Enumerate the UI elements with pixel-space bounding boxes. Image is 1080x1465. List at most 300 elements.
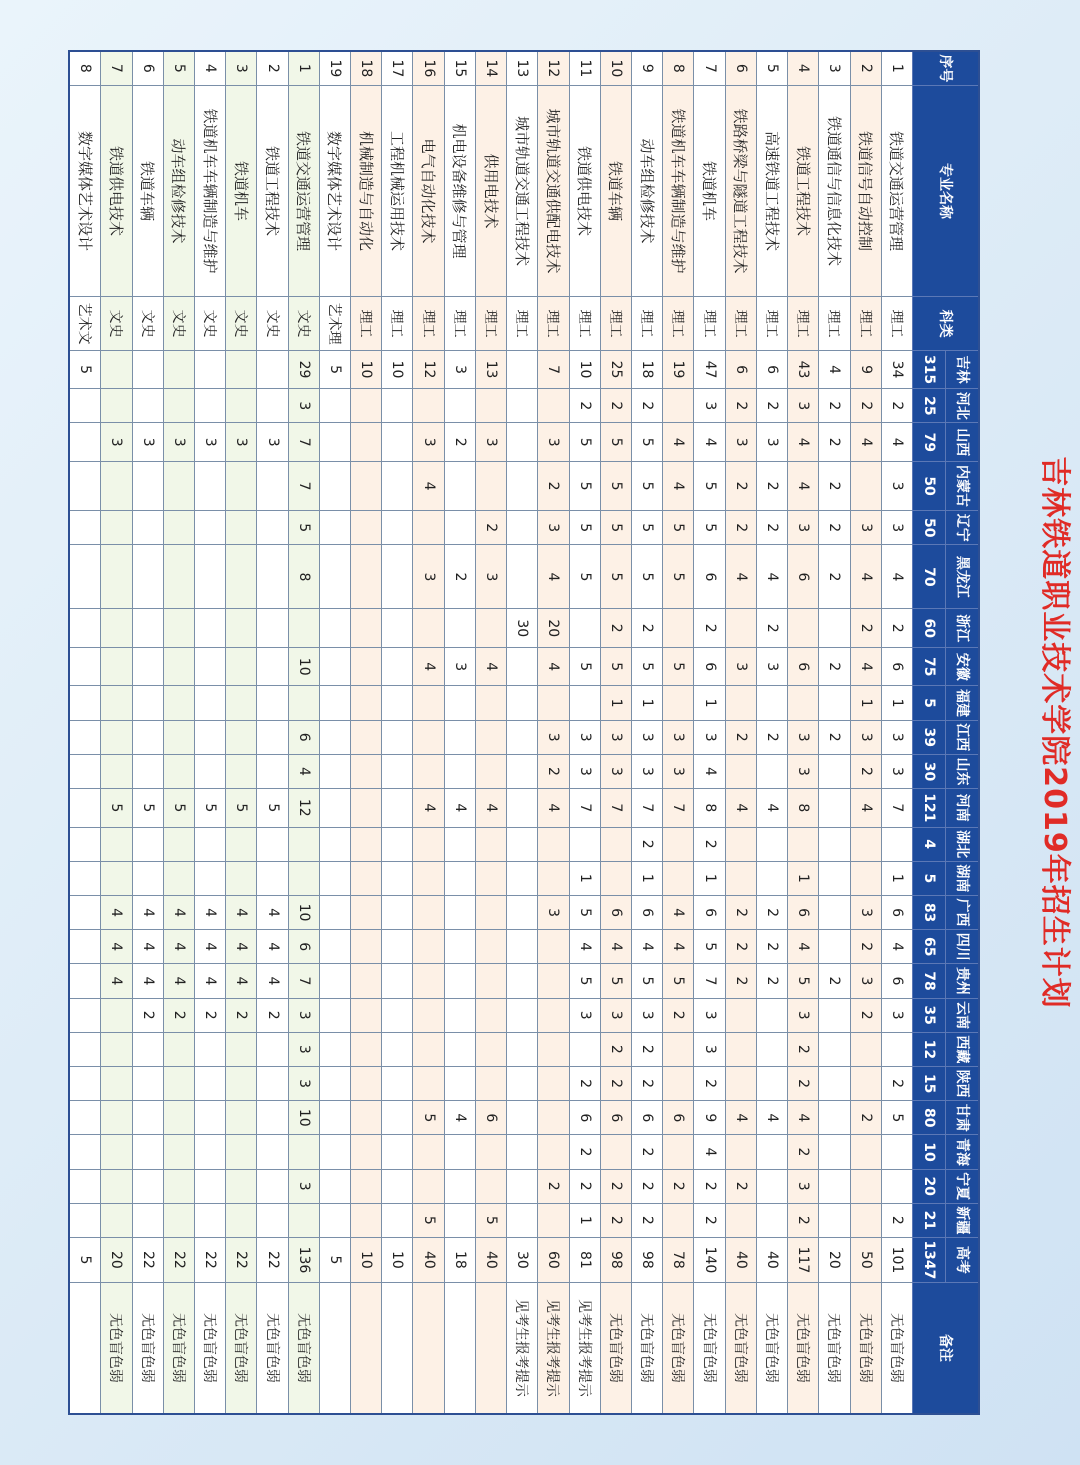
table-cell: 4 (663, 461, 694, 510)
table-cell: 4 (725, 1101, 756, 1135)
table-cell (819, 827, 850, 861)
table-cell (413, 1169, 444, 1203)
table-cell (351, 861, 382, 895)
table-cell (319, 389, 350, 423)
column-header: 专业名称 (913, 85, 980, 297)
table-cell: 5 (226, 789, 257, 827)
table-cell: 6 (756, 350, 787, 388)
table-cell (444, 827, 475, 861)
major-name-cell: 动车组检修技术 (632, 85, 663, 297)
table-cell (850, 1169, 881, 1203)
table-cell: 2 (663, 1169, 694, 1203)
table-cell: 6 (632, 895, 663, 929)
table-cell: 3 (788, 511, 819, 545)
table-cell (257, 1203, 288, 1237)
table-cell: 7 (101, 51, 132, 85)
table-cell: 3 (288, 1066, 319, 1100)
table-cell: 2 (632, 1066, 663, 1100)
table-cell (413, 389, 444, 423)
table-cell: 5 (101, 789, 132, 827)
table-cell (101, 1032, 132, 1066)
table-cell: 2 (881, 609, 912, 647)
table-cell: 4 (756, 789, 787, 827)
table-cell (663, 609, 694, 647)
table-cell (444, 720, 475, 754)
table-cell (507, 423, 538, 461)
table-cell: 文史 (288, 297, 319, 350)
table-row (756, 51, 787, 1414)
table-cell (538, 1135, 569, 1169)
table-cell (163, 827, 194, 861)
table-cell (444, 609, 475, 647)
table-cell: 理工 (475, 297, 506, 350)
table-cell (194, 545, 225, 609)
table-cell: 3 (413, 545, 444, 609)
table-cell (413, 1032, 444, 1066)
remark-cell: 无色盲色弱 (725, 1282, 756, 1414)
table-cell (351, 389, 382, 423)
table-cell (69, 1169, 101, 1203)
table-cell (756, 1032, 787, 1066)
table-cell: 9 (694, 1101, 725, 1135)
table-cell: 2 (600, 389, 631, 423)
table-cell (538, 827, 569, 861)
table-cell (69, 389, 101, 423)
table-cell: 3 (569, 998, 600, 1032)
table-cell: 3 (226, 423, 257, 461)
table-cell (226, 1203, 257, 1237)
table-cell (444, 461, 475, 510)
table-cell (351, 1135, 382, 1169)
remark-cell: 无色盲色弱 (663, 1282, 694, 1414)
table-cell (413, 827, 444, 861)
table-cell: 1 (881, 686, 912, 720)
table-cell: 2 (632, 827, 663, 861)
table-cell (382, 789, 413, 827)
table-cell: 81 (569, 1237, 600, 1282)
table-cell (475, 964, 506, 998)
table-cell (194, 1135, 225, 1169)
column-total: 12 (913, 1032, 946, 1066)
table-cell (507, 461, 538, 510)
table-cell (663, 827, 694, 861)
table-cell: 4 (163, 964, 194, 998)
table-cell: 理工 (756, 297, 787, 350)
table-cell (475, 720, 506, 754)
table-cell (444, 998, 475, 1032)
table-row (663, 51, 694, 1414)
table-cell: 4 (194, 895, 225, 929)
table-cell: 6 (132, 51, 163, 85)
table-cell (413, 754, 444, 788)
table-cell (382, 609, 413, 647)
column-total: 39 (913, 720, 946, 754)
column-total: 75 (913, 647, 946, 685)
table-cell: 2 (819, 423, 850, 461)
table-cell (507, 389, 538, 423)
table-cell: 4 (756, 545, 787, 609)
table-cell: 3 (288, 389, 319, 423)
table-cell: 16 (413, 51, 444, 85)
table-cell: 2 (600, 1032, 631, 1066)
table-cell (226, 350, 257, 388)
column-total: 5 (913, 861, 946, 895)
table-cell (257, 1066, 288, 1100)
table-cell (413, 720, 444, 754)
table-cell: 2 (538, 461, 569, 510)
table-cell: 2 (226, 998, 257, 1032)
column-header: 山西 (946, 423, 980, 461)
table-cell: 3 (663, 754, 694, 788)
table-cell (288, 1203, 319, 1237)
table-cell: 15 (444, 51, 475, 85)
table-cell (382, 754, 413, 788)
table-cell: 2 (756, 895, 787, 929)
table-cell (69, 1101, 101, 1135)
table-cell: 理工 (694, 297, 725, 350)
table-cell: 43 (788, 350, 819, 388)
table-cell (163, 754, 194, 788)
column-total: 78 (913, 964, 946, 998)
table-cell (69, 609, 101, 647)
major-name-cell: 供用电技术 (475, 85, 506, 297)
table-cell: 2 (756, 609, 787, 647)
table-cell (600, 827, 631, 861)
table-cell (475, 861, 506, 895)
table-cell (475, 686, 506, 720)
table-cell (163, 1066, 194, 1100)
table-cell: 3 (756, 647, 787, 685)
table-cell (507, 789, 538, 827)
table-cell: 5 (569, 895, 600, 929)
table-cell: 4 (475, 789, 506, 827)
table-cell (257, 1169, 288, 1203)
table-cell: 7 (694, 51, 725, 85)
table-cell (788, 686, 819, 720)
table-cell: 2 (819, 545, 850, 609)
table-row (382, 51, 413, 1414)
column-total: 83 (913, 895, 946, 929)
table-cell: 18 (632, 350, 663, 388)
table-cell (226, 647, 257, 685)
table-cell: 2 (725, 720, 756, 754)
table-cell: 2 (881, 1203, 912, 1237)
major-name-cell: 城市轨道交通供配电技术 (538, 85, 569, 297)
table-cell: 117 (788, 1237, 819, 1282)
table-cell: 4 (694, 754, 725, 788)
table-cell (319, 895, 350, 929)
table-cell: 4 (569, 930, 600, 964)
table-cell (756, 1066, 787, 1100)
table-row (725, 51, 756, 1414)
table-cell: 2 (725, 511, 756, 545)
table-cell (226, 1169, 257, 1203)
table-cell: 2 (725, 930, 756, 964)
table-cell: 2 (788, 1032, 819, 1066)
major-name-cell: 铁道车辆 (600, 85, 631, 297)
table-cell: 3 (632, 720, 663, 754)
table-header (913, 51, 980, 1414)
major-name-cell: 动车组检修技术 (163, 85, 194, 297)
table-row (475, 51, 506, 1414)
table-cell (257, 1101, 288, 1135)
table-cell: 4 (881, 545, 912, 609)
major-name-cell: 铁道机车车辆制造与维护 (194, 85, 225, 297)
table-cell (507, 511, 538, 545)
table-cell: 6 (694, 545, 725, 609)
table-cell (319, 609, 350, 647)
table-cell (819, 998, 850, 1032)
remark-cell (69, 1282, 101, 1414)
table-cell: 2 (632, 389, 663, 423)
remark-cell: 无色盲色弱 (694, 1282, 725, 1414)
column-total: 35 (913, 998, 946, 1032)
table-cell: 5 (694, 461, 725, 510)
table-cell: 艺术理 (319, 297, 350, 350)
table-row (538, 51, 569, 1414)
table-row (850, 51, 881, 1414)
table-cell (382, 423, 413, 461)
table-cell (69, 754, 101, 788)
table-cell (382, 827, 413, 861)
table-cell: 5 (694, 930, 725, 964)
column-total: 60 (913, 609, 946, 647)
table-cell: 6 (881, 895, 912, 929)
remark-cell (444, 1282, 475, 1414)
table-cell (257, 350, 288, 388)
remark-cell: 无色盲色弱 (226, 1282, 257, 1414)
table-cell: 3 (569, 720, 600, 754)
table-cell: 2 (756, 461, 787, 510)
table-cell: 3 (538, 511, 569, 545)
table-cell (69, 686, 101, 720)
table-cell (163, 647, 194, 685)
table-cell: 3 (881, 720, 912, 754)
table-cell (507, 1135, 538, 1169)
table-cell: 10 (382, 1237, 413, 1282)
table-cell (819, 789, 850, 827)
table-cell: 4 (663, 895, 694, 929)
table-cell: 50 (850, 1237, 881, 1282)
table-cell: 2 (538, 1169, 569, 1203)
table-cell: 10 (288, 895, 319, 929)
column-header: 序号 (913, 51, 980, 85)
table-cell: 5 (632, 511, 663, 545)
table-cell: 1 (850, 686, 881, 720)
table-cell (351, 686, 382, 720)
table-cell (475, 1032, 506, 1066)
table-cell (507, 1101, 538, 1135)
table-cell: 3 (132, 423, 163, 461)
table-cell: 7 (632, 789, 663, 827)
table-row (257, 51, 288, 1414)
table-cell: 8 (69, 51, 101, 85)
table-cell: 5 (632, 964, 663, 998)
table-cell (382, 1032, 413, 1066)
table-cell: 3 (600, 720, 631, 754)
table-cell: 5 (600, 511, 631, 545)
table-cell: 6 (475, 1101, 506, 1135)
table-cell (819, 1135, 850, 1169)
table-cell: 4 (194, 964, 225, 998)
remark-cell: 见考生报考提示 (507, 1282, 538, 1414)
table-cell (569, 686, 600, 720)
table-cell: 2 (819, 964, 850, 998)
table-cell: 2 (788, 1135, 819, 1169)
table-cell: 5 (569, 511, 600, 545)
table-cell: 2 (257, 51, 288, 85)
table-cell (663, 861, 694, 895)
table-cell: 3 (881, 511, 912, 545)
table-cell: 3 (881, 461, 912, 510)
table-cell: 3 (569, 754, 600, 788)
table-cell: 140 (694, 1237, 725, 1282)
remark-cell: 无色盲色弱 (163, 1282, 194, 1414)
table-cell: 2 (444, 545, 475, 609)
table-cell (69, 461, 101, 510)
table-cell: 3 (475, 545, 506, 609)
table-cell (194, 1032, 225, 1066)
table-cell (351, 930, 382, 964)
table-cell (507, 545, 538, 609)
table-cell: 3 (632, 998, 663, 1032)
table-cell (69, 827, 101, 861)
table-cell: 4 (663, 423, 694, 461)
table-cell: 3 (288, 1032, 319, 1066)
table-cell (382, 998, 413, 1032)
table-cell (819, 1101, 850, 1135)
table-cell: 4 (194, 930, 225, 964)
table-cell: 5 (663, 647, 694, 685)
table-cell (257, 827, 288, 861)
table-cell (194, 461, 225, 510)
column-total: 5 (913, 686, 946, 720)
table-cell (569, 827, 600, 861)
table-cell: 2 (788, 1203, 819, 1237)
table-cell (850, 1135, 881, 1169)
table-cell: 22 (257, 1237, 288, 1282)
table-cell: 5 (569, 647, 600, 685)
table-cell (319, 1032, 350, 1066)
table-cell (163, 609, 194, 647)
table-cell: 理工 (725, 297, 756, 350)
table-cell: 3 (881, 998, 912, 1032)
table-cell: 4 (226, 930, 257, 964)
table-cell (756, 998, 787, 1032)
major-name-cell: 铁路桥梁与隧道工程技术 (725, 85, 756, 297)
table-cell: 理工 (382, 297, 413, 350)
table-cell (319, 647, 350, 685)
table-cell: 2 (475, 511, 506, 545)
table-cell (226, 461, 257, 510)
table-cell (319, 998, 350, 1032)
table-row (632, 51, 663, 1414)
table-cell (819, 1169, 850, 1203)
table-cell (538, 1066, 569, 1100)
table-cell (257, 720, 288, 754)
remark-cell (475, 1282, 506, 1414)
table-cell: 2 (850, 998, 881, 1032)
table-cell (756, 754, 787, 788)
column-header: 安徽 (946, 647, 980, 685)
table-cell: 3 (850, 895, 881, 929)
column-header: 新疆 (946, 1203, 980, 1237)
column-header: 内蒙古 (946, 461, 980, 510)
table-cell (538, 964, 569, 998)
table-cell (538, 389, 569, 423)
table-cell: 3 (756, 423, 787, 461)
remark-cell: 见考生报考提示 (538, 1282, 569, 1414)
table-cell: 40 (756, 1237, 787, 1282)
table-cell (257, 389, 288, 423)
table-cell: 3 (538, 720, 569, 754)
table-cell (101, 545, 132, 609)
table-cell: 理工 (850, 297, 881, 350)
table-cell (132, 461, 163, 510)
table-cell (163, 1169, 194, 1203)
column-header: 云南 (946, 998, 980, 1032)
table-cell: 艺术文 (69, 297, 101, 350)
table-cell (569, 609, 600, 647)
table-cell: 2 (756, 930, 787, 964)
table-cell (819, 895, 850, 929)
table-cell (538, 861, 569, 895)
table-cell: 5 (632, 461, 663, 510)
table-cell: 4 (725, 789, 756, 827)
table-cell: 18 (351, 51, 382, 85)
table-cell: 3 (725, 423, 756, 461)
table-cell: 3 (101, 423, 132, 461)
table-cell (351, 511, 382, 545)
column-total: 30 (913, 754, 946, 788)
table-cell: 4 (413, 789, 444, 827)
table-cell (444, 1066, 475, 1100)
table-cell (413, 511, 444, 545)
table-cell (319, 754, 350, 788)
table-cell: 2 (132, 998, 163, 1032)
table-cell: 6 (288, 930, 319, 964)
table-cell: 3 (538, 423, 569, 461)
table-cell: 30 (507, 1237, 538, 1282)
table-cell (194, 511, 225, 545)
table-cell: 14 (475, 51, 506, 85)
table-cell (507, 350, 538, 388)
table-cell: 34 (881, 350, 912, 388)
table-cell: 5 (132, 789, 163, 827)
table-row (444, 51, 475, 1414)
column-header: 吉林 (946, 350, 980, 388)
column-total: 65 (913, 930, 946, 964)
table-cell: 4 (663, 930, 694, 964)
table-cell: 3 (788, 998, 819, 1032)
table-cell: 20 (819, 1237, 850, 1282)
table-cell: 2 (819, 720, 850, 754)
table-cell: 4 (788, 1101, 819, 1135)
table-cell (663, 686, 694, 720)
table-cell: 2 (632, 1032, 663, 1066)
table-cell: 7 (881, 789, 912, 827)
table-cell: 6 (288, 720, 319, 754)
column-header: 高考 (946, 1237, 980, 1282)
table-cell (538, 998, 569, 1032)
table-cell (226, 609, 257, 647)
table-cell: 6 (881, 647, 912, 685)
table-row (194, 51, 225, 1414)
table-cell (69, 998, 101, 1032)
table-cell (226, 1135, 257, 1169)
column-header: 辽宁 (946, 511, 980, 545)
table-cell: 5 (569, 964, 600, 998)
